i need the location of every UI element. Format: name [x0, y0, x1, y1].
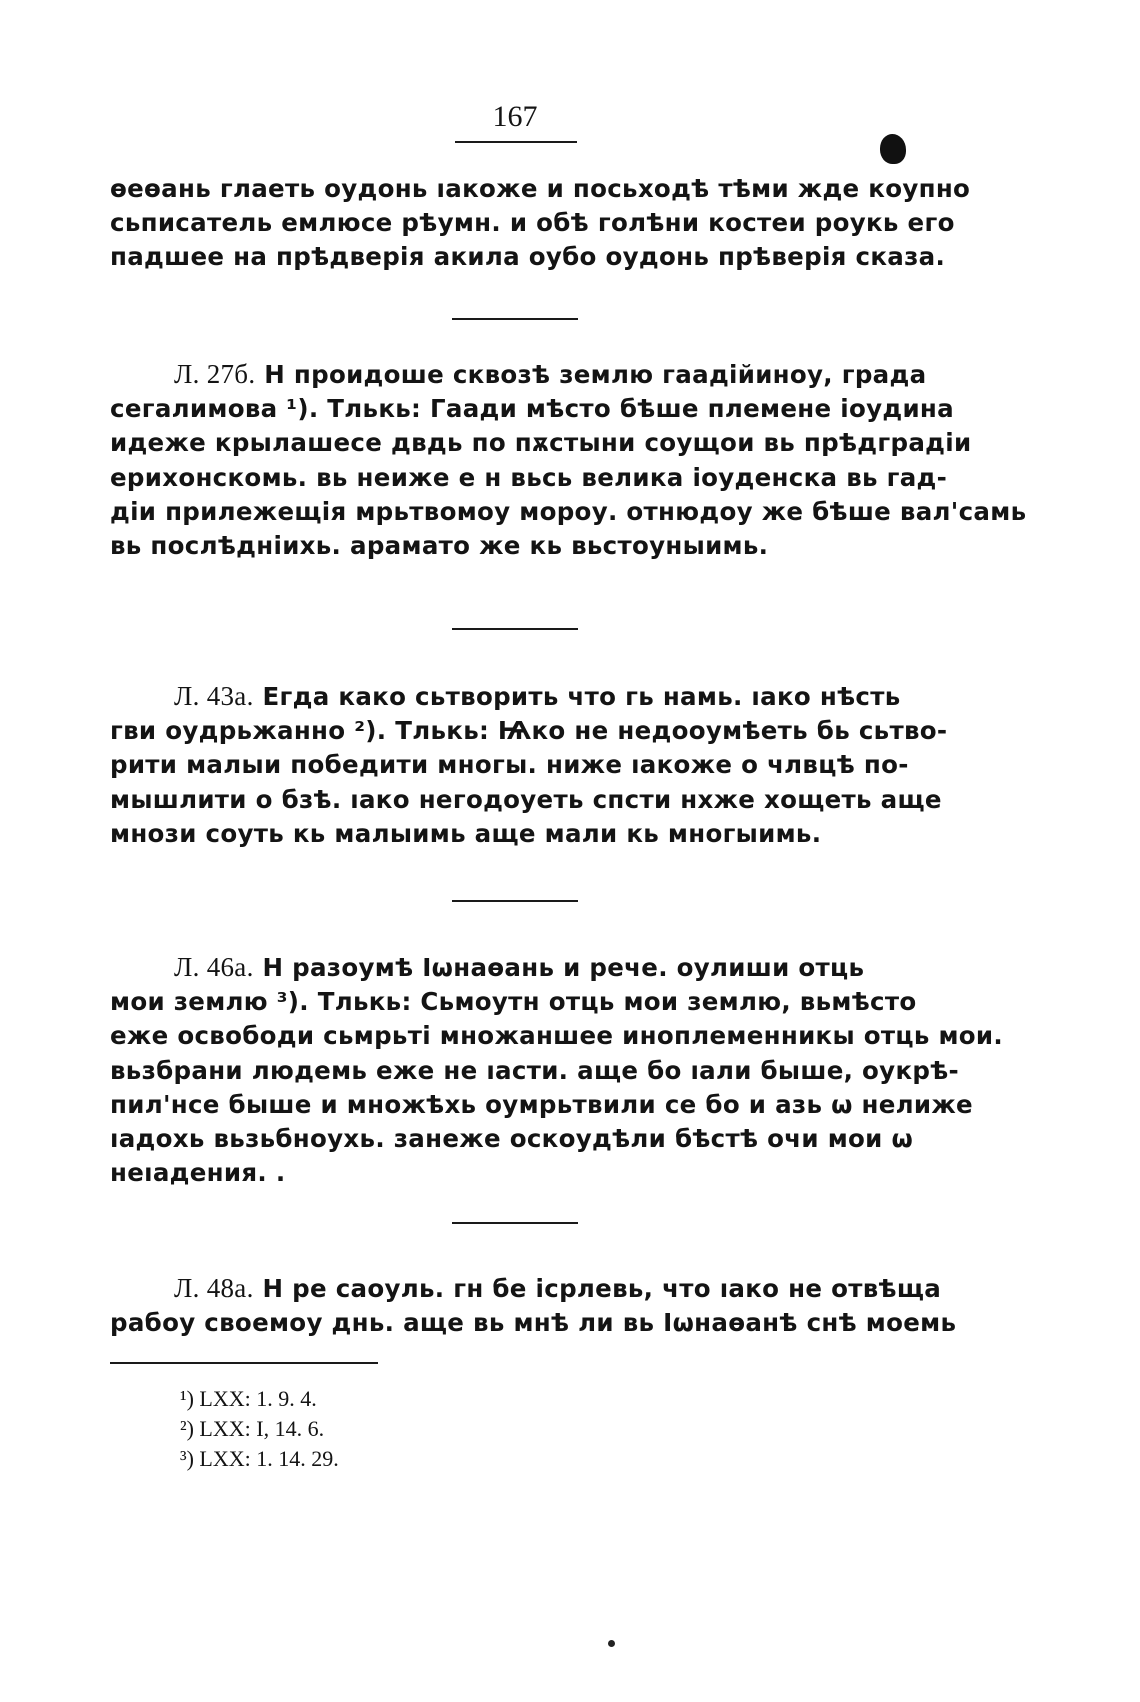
section-first-line [110, 1271, 942, 1306]
text-line: сегалимова ¹). Тлькь: Гаади мѣсто бѣше племене іоудина [110, 394, 954, 424]
text-line: падшее на прѣдверія акила оубо оудонь прѣверія сказа. [110, 242, 946, 272]
footnotes [180, 1384, 339, 1474]
ink-blot [880, 134, 906, 164]
section-divider [452, 1222, 578, 1224]
text-line: мышлити о бзѣ. ıако негодоуеть спсти нхже хощеть аще [110, 784, 942, 814]
footnote: ¹) LXX: 1. 9. 4. [180, 1386, 317, 1411]
text-line: рабоу своемоу днь. аще вь мнѣ ли вь Іωнаѳанѣ снѣ моемь [110, 1308, 957, 1338]
text-line: идеже крылашесе двдь по пѫстыни соущои вь прѣдградіи [110, 428, 972, 458]
section-divider [452, 318, 578, 320]
page-number: 167 [492, 100, 538, 133]
section-heading: Л. 43а. [174, 681, 254, 711]
continuation-paragraph [110, 172, 971, 275]
text-line: ѳеѳань глаеть оудонь ıакоже и посьходѣ тѣми жде коупно [110, 174, 971, 203]
text-line: сьписатель емлюсе рѣумн. и обѣ голѣни костеи роукь его [110, 208, 955, 238]
section-first-line [110, 950, 912, 985]
footnote: ²) LXX: I, 14. 6. [180, 1416, 325, 1441]
header-rule [455, 141, 577, 143]
text-line: ıадохь вьзьбноухь. занеже оскоудѣли бѣстѣ очи мои ω [110, 1124, 914, 1154]
text-line: рити малыи победити многы. ниже ıакоже о члвцѣ по- [110, 750, 909, 780]
text-line: Егда како сьтворить что гь намь. ıако нѣсть [262, 682, 901, 711]
text-line: неıадения. . [110, 1158, 286, 1188]
section-divider [452, 900, 578, 902]
section-first-line [110, 357, 927, 392]
commentary-section [110, 357, 1027, 563]
section-first-line [110, 679, 912, 714]
text-line: Н проидоше сквозѣ землю гаадійиноу, града [264, 360, 927, 389]
section-divider [452, 628, 578, 630]
text-line: Н ре саоуль. гн бе ісрлевь, что ıако не отвѣща [262, 1274, 942, 1303]
section-heading: Л. 46а. [174, 952, 254, 982]
footnote-rule [110, 1362, 378, 1364]
text-line: вь послѣдніихь. арамато же кь вьстоуныимь. [110, 531, 769, 561]
text-line: ерихонскомь. вь неиже е н вьсь велика іоуденска вь гад- [110, 462, 948, 492]
text-line: мнози соуть кь малыимь аще мали кь многыимь. [110, 818, 822, 848]
section-heading: Л. 27б. [174, 359, 256, 389]
stray-ink-dot [608, 1640, 615, 1647]
footnote: ³) LXX: 1. 14. 29. [180, 1446, 339, 1471]
commentary-section [110, 1271, 957, 1340]
commentary-section [110, 679, 948, 851]
section-heading: Л. 48а. [174, 1273, 254, 1303]
text-line: еже освободи сьмрьті множаншее иноплеменникы отць мои. [110, 1021, 1003, 1051]
text-line: вьзбрани людемь еже не ıасти. аще бо ıали быше, оукрѣ- [110, 1055, 960, 1085]
text-line: гви оудрьжанно ²). Тлькь: Ѩко не недооумѣеть бь сьтво- [110, 716, 948, 746]
commentary-section [110, 950, 1003, 1190]
text-line: Н разоумѣ Іωнаѳань и рече. оулиши отць [262, 953, 865, 982]
text-line: мои землю ³). Тлькь: Сьмоутн отць мои землю, вьмѣсто [110, 987, 917, 1017]
text-line: пил'нсе быше и множѣхь оумрьтвили се бо и азь ω нелиже [110, 1089, 973, 1119]
text-line: діи прилежещія мрьтвомоу мороу. отнюдоу же бѣше вал'самь [110, 496, 1027, 526]
